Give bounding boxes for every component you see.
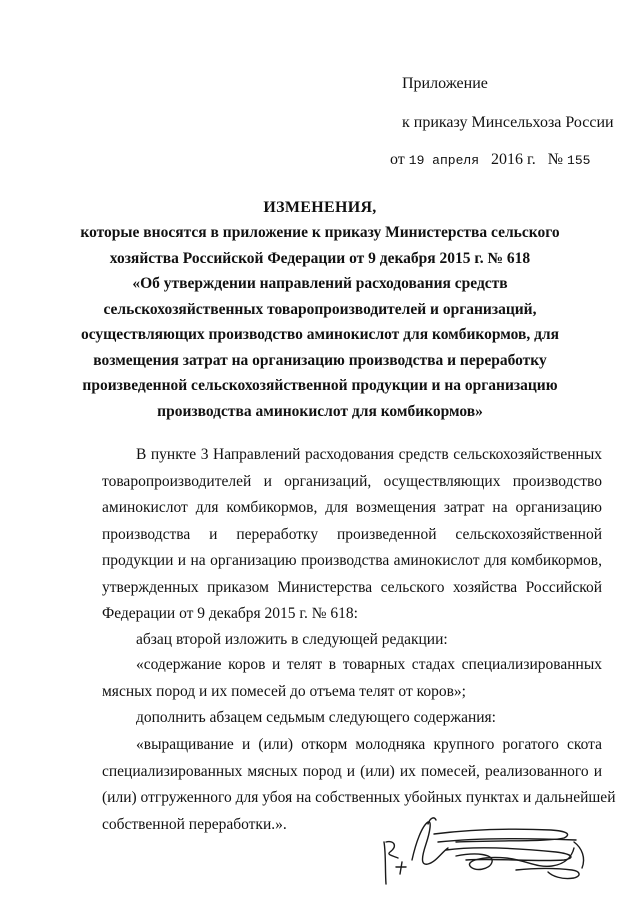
paragraph-instruction-2 [102,705,602,732]
paragraph-line: утвержденных приказом Министерства сельского хозяйства Российской [102,578,602,596]
subtitle-line: которые вносятся в приложение к приказу Министерства сельского [80,224,560,241]
paragraph-line: дополнить абзацем седьмым следующего содержания: [136,709,496,726]
date-day-month: 19 апреля [408,153,479,168]
paragraph-intro [102,442,602,628]
paragraph-line: В пункте 3 Направлений расходования средств сельскохозяйственных [136,446,602,463]
document-title: ИЗМЕНЕНИЯ, [263,199,377,216]
paragraph-line: Федерации от 9 декабря 2015 г. № 618: [102,605,358,622]
paragraph-line: специализированных мясных пород и (или) их помесей, реализованного и [102,762,602,780]
subtitle-line: сельскохозяйственных товаропроизводителей и организаций, [103,300,537,318]
subtitle-line: осуществляющих производство аминокислот для комбикормов, для [80,326,560,343]
date-prefix: от [390,151,405,168]
paragraph-line: производства и переработку произведенной сельскохозяйственной [102,525,602,543]
appendix-order-reference: к приказу Минсельхоза России [402,114,614,131]
handwritten-signature-icon [376,812,606,892]
appendix-title: Приложение [402,75,488,92]
number-sign: № [547,151,564,168]
paragraph-line: абзац второй изложить в следующей редакции: [136,631,448,648]
subtitle-line: произведенной сельскохозяйственной продукции и на организацию [82,377,558,394]
paragraph-line: мясных пород и их помесей до отъема телят от коров»; [102,682,466,700]
paragraph-line: товаропроизводителей и организаций, осуществляющих производство [102,472,602,490]
paragraph-line: (или) отгруженного для убоя на собственных убойных пунктах и дальнейшей [102,789,616,806]
paragraph-line: аминокислот для комбикормов, для возмещения затрат на организацию [102,499,602,516]
order-number: 155 [567,153,591,168]
subtitle-line: производства аминокислот для комбикормов» [157,402,483,420]
paragraph-line: собственной переработки.». [102,815,287,833]
paragraph-line: «содержание коров и телят в товарных стадах специализированных [136,656,602,673]
document-subtitle [40,220,600,424]
paragraph-line: «выращивание и (или) откорм молодняка крупного рогатого скота [136,736,602,753]
subtitle-line: возмещения затрат на организацию производства и переработку [93,351,547,369]
subtitle-line: хозяйства Российской Федерации от 9 декабря 2015 г. № 618 [109,249,531,267]
paragraph-line: продукции и на организацию производства аминокислот для комбикормов, [102,552,602,569]
subtitle-line: «Об утверждении направлений расходования средств [132,275,508,292]
appendix-date-line [390,150,590,171]
paragraph-quote-1 [102,652,602,705]
paragraph-instruction-1 [102,627,602,654]
date-year: 2016 г. [491,151,536,168]
